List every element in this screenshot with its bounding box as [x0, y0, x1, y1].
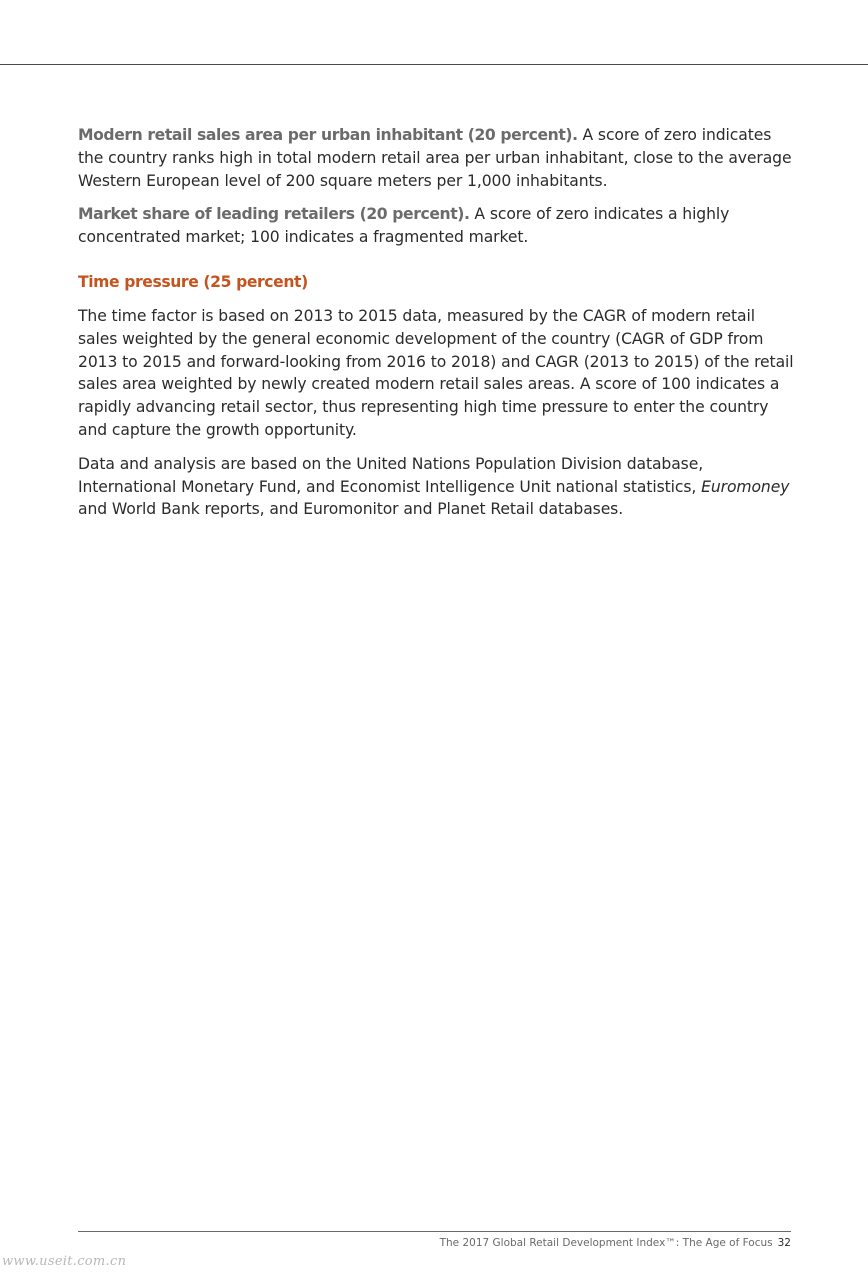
modern-retail-lead: Modern retail sales area per urban inhabitant (20 percent). — [78, 126, 578, 144]
data-sources-paragraph — [78, 453, 794, 521]
page-footer — [440, 1236, 791, 1250]
time-factor-paragraph: The time factor is based on 2013 to 2015 data, measured by the CAGR of modern retail sales weighted by the general economic development of the country (CAGR of GDP from 2013 to 2015 and forward-looking from 2016 to 2018) and CAGR (2013 to 2015) of the retail sales area weighted by newly created modern retail sales areas. A score of 100 indicates a rapidly advancing retail sector, thus representing high time pressure to enter the country and capture the growth opportunity. — [78, 306, 794, 439]
time-pressure-heading: Time pressure (25 percent) — [78, 272, 308, 291]
market-share-lead: Market share of leading retailers (20 percent). — [78, 205, 470, 224]
data-sources-text-end: and World Bank reports, and Euromonitor and Planet Retail databases. — [78, 500, 624, 519]
footer-title: The 2017 Global Retail Development Index™: The Age of Focus — [439, 1237, 773, 1249]
watermark: www.useit.com.cn — [2, 1254, 127, 1269]
document-body — [78, 124, 794, 532]
data-sources-italic: Euromoney — [701, 477, 790, 496]
footer-divider — [78, 1231, 791, 1232]
modern-retail-paragraph — [78, 124, 794, 192]
market-share-text: A score of zero indicates a highly concentrated market; 100 indicates a fragmented market. — [78, 205, 730, 247]
market-share-paragraph — [78, 203, 794, 249]
data-sources-text-start: Data and analysis are based on the United Nations Population Division database, International Monetary Fund, and Economist Intelligence Unit national statistics, — [78, 454, 704, 496]
modern-retail-text: A score of zero indicates the country ranks high in total modern retail area per urban inhabitant, close to the average Western European level of 200 square meters per 1,000 inhabitants. — [78, 126, 792, 190]
header-divider — [0, 64, 868, 65]
page-number: 32 — [777, 1237, 791, 1249]
